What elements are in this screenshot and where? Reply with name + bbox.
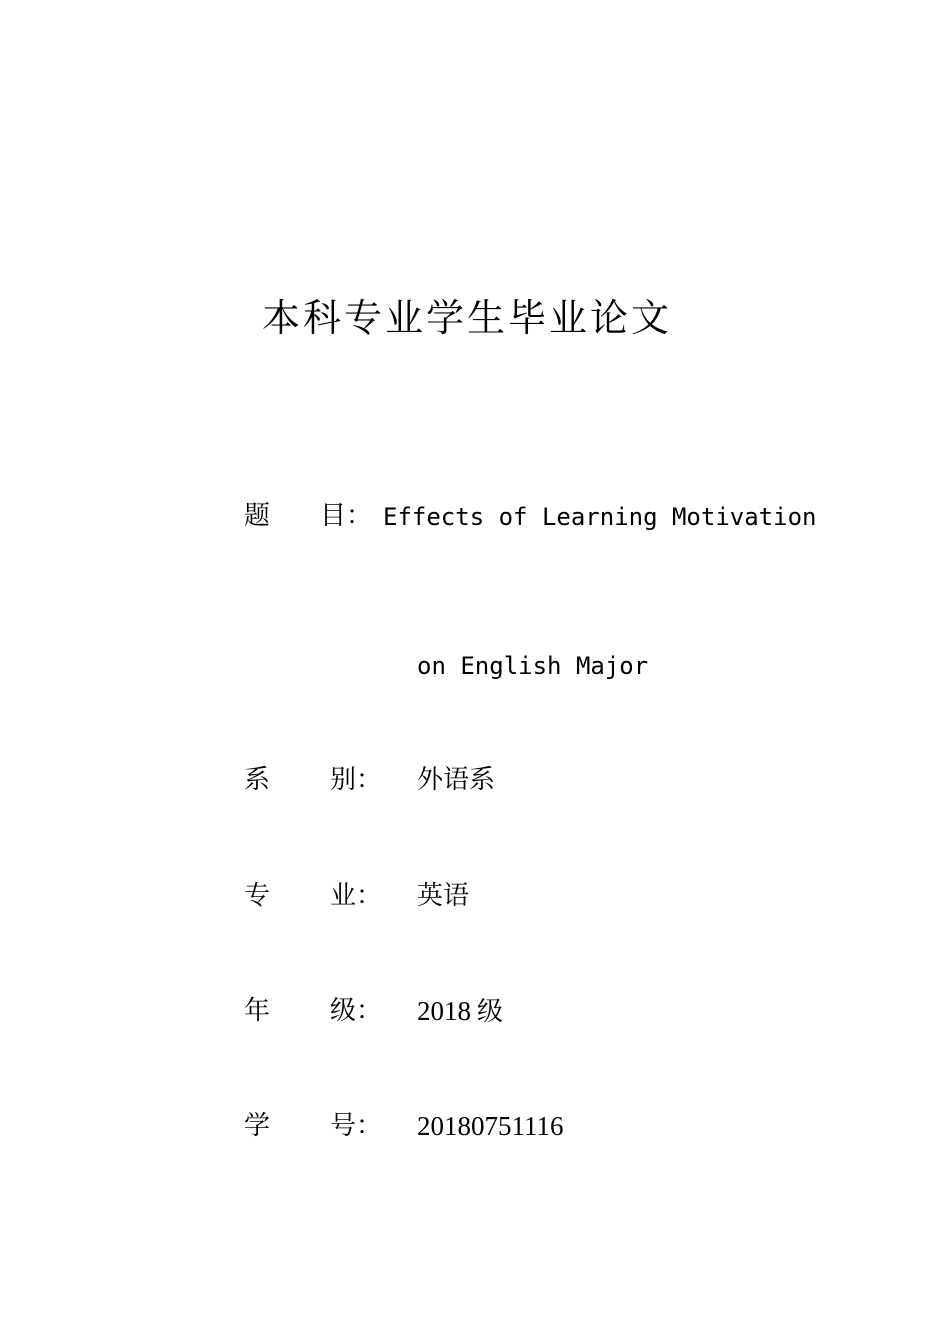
- student-id-label: [244, 1108, 382, 1144]
- major-label-char2: 业：: [330, 881, 383, 911]
- grade-value: [417, 993, 503, 1030]
- department-label-char2: 别：: [330, 765, 383, 795]
- department-label: [244, 762, 382, 798]
- department-label-char1: 系: [244, 765, 271, 795]
- student-id-label-char2: 号：: [330, 1111, 383, 1141]
- grade-label-char1: 年: [244, 996, 271, 1026]
- student-id-label-char1: 学: [244, 1111, 271, 1141]
- grade-value-suffix: 级: [477, 997, 504, 1027]
- page-title: 本科专业学生毕业论文: [262, 296, 673, 340]
- title-value-line1: Effects of Learning Motivation: [383, 503, 817, 531]
- major-label-char1: 专: [244, 881, 271, 911]
- title-value-line2: on English Major: [417, 652, 649, 680]
- grade-value-number: 2018: [417, 996, 471, 1026]
- title-label: [244, 498, 372, 534]
- title-label-char2: 目：: [320, 501, 373, 531]
- major-label: [244, 878, 382, 914]
- grade-label: [244, 993, 382, 1029]
- title-label-char1: 题: [244, 501, 271, 531]
- department-value: 外语系: [417, 765, 496, 795]
- grade-label-char2: 级：: [330, 996, 383, 1026]
- major-value: 英语: [417, 881, 470, 911]
- student-id-value: 20180751116: [417, 1111, 564, 1141]
